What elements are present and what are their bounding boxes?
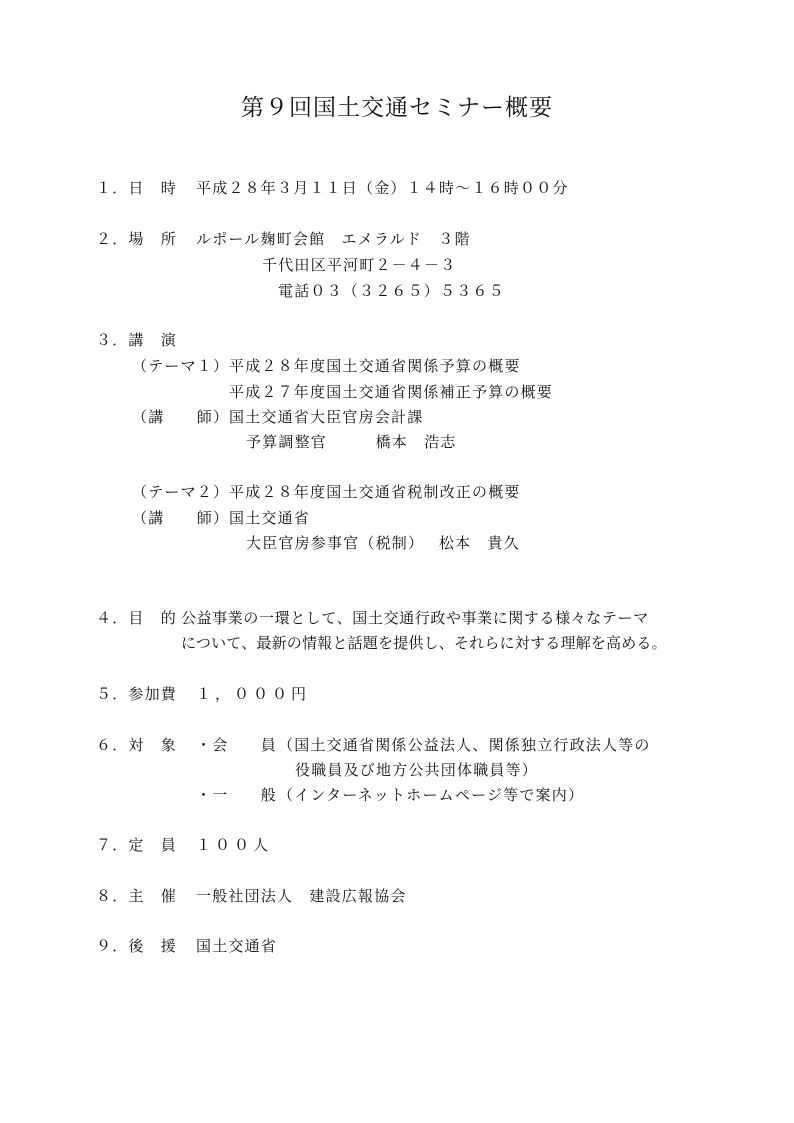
sponsor-value: 国土交通省 (196, 937, 278, 955)
audience-label: ６．対 象 (96, 736, 178, 754)
general-label: ・一 般 (196, 786, 278, 804)
member-label: ・会 員 (196, 736, 278, 754)
lecturer1-label: （講 師） (132, 408, 230, 426)
theme1-line2: 平成２７年度国土交通省関係補正予算の概要 (229, 383, 554, 401)
venue-label: ２．場 所 (96, 230, 178, 248)
lecturer2-name: 大臣官房参事官（税制） 松本 貴久 (246, 534, 520, 552)
venue-name: ルポール麹町会館 エメラルド ３階 (196, 230, 471, 248)
theme1-label: （テーマ１） (132, 357, 230, 375)
venue-phone: 電話０３（３２６５）５３６５ (278, 282, 505, 300)
theme1-line1: 平成２８年度国土交通省関係予算の概要 (229, 357, 521, 375)
theme2-line1: 平成２８年度国土交通省税制改正の概要 (229, 483, 521, 501)
organizer-value: 一般社団法人 建設広報協会 (196, 887, 407, 905)
lecturer1-org: 国土交通省大臣官房会計課 (229, 408, 424, 426)
general-line: （インターネットホームページ等で案内） (278, 786, 585, 804)
capacity-label: ７．定 員 (96, 836, 178, 854)
lecturer2-org: 国土交通省 (229, 509, 311, 527)
purpose-line1: 公益事業の一環として、国土交通行政や事業に関する様々なテーマ (181, 609, 649, 627)
lecturer2-label: （講 師） (132, 509, 230, 527)
member-line1: （国土交通省関係公益法人、関係独立行政法人等の (278, 736, 651, 754)
fee-value: １，０００円 (196, 685, 311, 703)
venue-address: 千代田区平河町２－４－３ (262, 256, 457, 274)
purpose-line2: について、最新の情報と話題を提供し、それらに対する理解を高める。 (181, 634, 667, 652)
date-label: １．日 時 (96, 179, 178, 197)
fee-label: ５．参加費 (96, 685, 178, 703)
organizer-label: ８．主 催 (96, 887, 178, 905)
page-title: 第９回国土交通セミナー概要 (241, 95, 553, 121)
theme2-label: （テーマ２） (132, 483, 230, 501)
date-value: 平成２８年３月１１日（金）１４時～１６時００分 (196, 179, 569, 197)
capacity-value: １００人 (196, 836, 273, 854)
lecture-label: ３．講 演 (96, 331, 178, 349)
lecturer1-name: 予算調整官 橋本 浩志 (246, 433, 457, 451)
purpose-label: ４．目 的 (96, 609, 178, 627)
sponsor-label: ９．後 援 (96, 937, 178, 955)
member-line2: 役職員及び地方公共団体職員等） (295, 761, 539, 779)
